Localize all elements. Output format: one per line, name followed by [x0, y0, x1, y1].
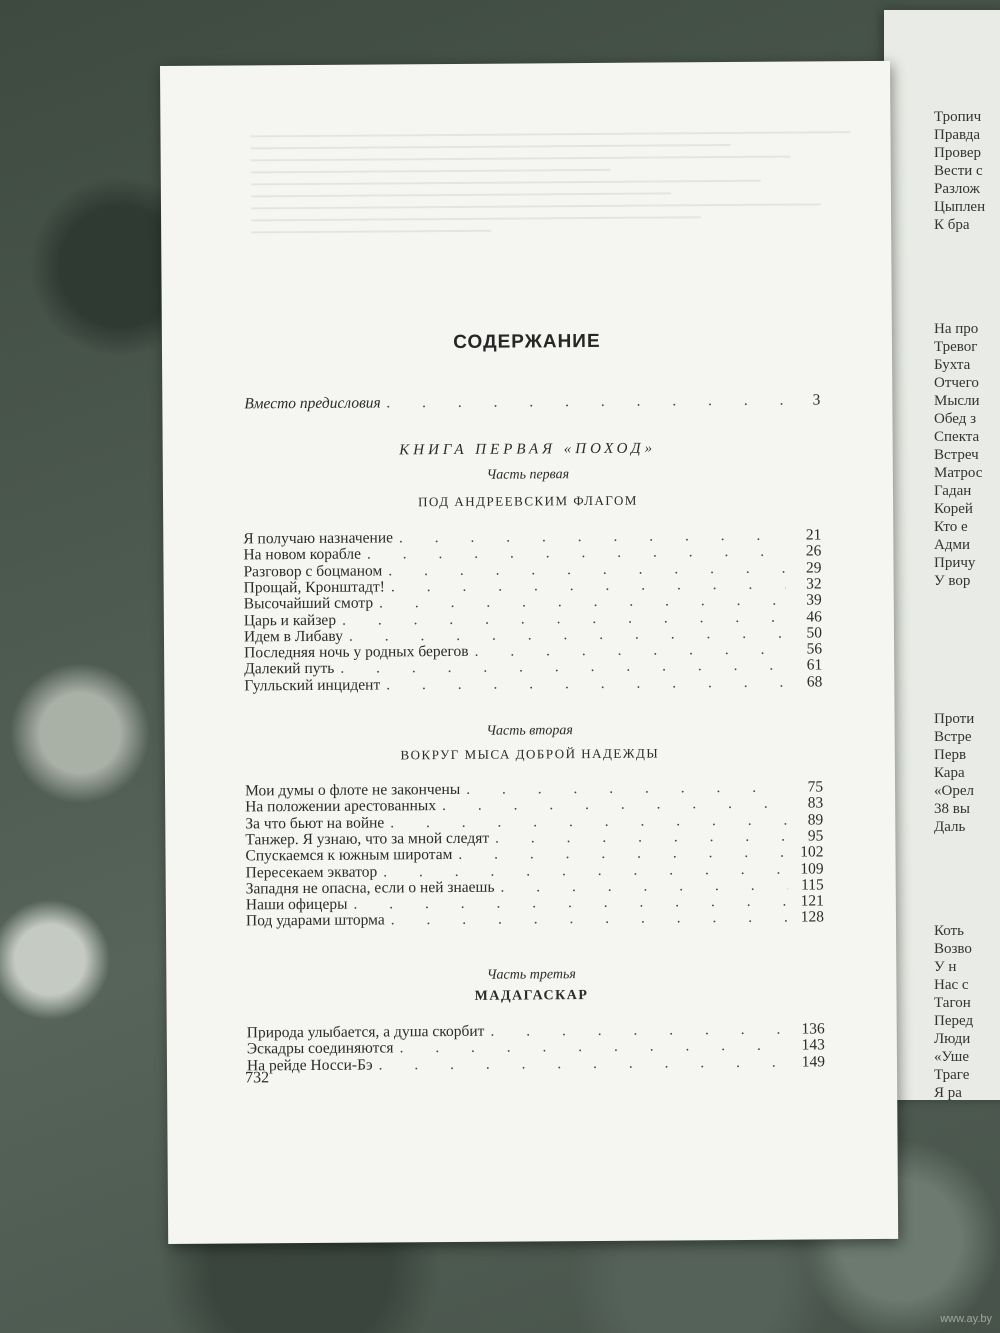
- right-page-line: Правда: [934, 127, 980, 143]
- leader-dots: [387, 392, 785, 413]
- right-page-line: На про: [934, 321, 979, 337]
- right-page-line: 38 вы: [934, 801, 970, 817]
- toc-entry-title: Эскадры соединяются: [246, 1039, 394, 1058]
- toc-entry-page: 39: [806, 591, 822, 609]
- toc-entry-title: Царь и кайзер: [243, 611, 337, 629]
- right-page-line: Перв: [934, 747, 967, 763]
- toc-entry-page: 68: [806, 673, 823, 691]
- toc-entry-page: 26: [805, 542, 822, 560]
- right-page-line: Люди: [934, 1031, 971, 1047]
- toc-entry-title: Мои думы о флоте не закончены: [245, 780, 461, 800]
- right-page-line: Кара: [934, 765, 965, 781]
- toc-entry-title: Гулльский инцидент: [244, 676, 381, 695]
- right-page-line: Отчего: [934, 375, 979, 391]
- right-page-line: Гадан: [934, 483, 972, 499]
- watermark: www.ay.by: [940, 1313, 992, 1325]
- toc-entry: [244, 673, 822, 695]
- right-page-line: Возво: [934, 941, 972, 957]
- toc-entry-title: Спускаемся к южным широтам: [245, 846, 453, 865]
- right-page-line: «Орел: [934, 783, 974, 799]
- toc-entry-title: Далекий путь: [244, 660, 335, 678]
- toc-entry-page: 136: [801, 1020, 825, 1038]
- toc-entry-page: 121: [800, 892, 824, 910]
- toc-entry-title: Разговор с боцманом: [243, 562, 383, 581]
- left-page: [160, 61, 898, 1244]
- toc-entry-title: Пересекаем экватор: [245, 863, 378, 881]
- right-page-line: Бухта: [934, 357, 971, 373]
- toc-entry-title: Природа улыбается, а душа скорбит: [246, 1022, 485, 1042]
- toc-entry-page: 21: [805, 526, 822, 544]
- toc-entry-title: Высочайший смотр: [243, 594, 374, 613]
- toc-entry-page: 56: [806, 640, 823, 658]
- right-page: [884, 10, 1000, 1100]
- toc-entry-title: На новом корабле: [243, 545, 362, 564]
- page-number: 732: [245, 1069, 270, 1087]
- toc-entry-title: На рейде Носси-Бэ: [246, 1056, 373, 1075]
- toc-entry-page: 102: [800, 843, 824, 861]
- section-title: ПОД АНДРЕЕВСКИМ ФЛАГОМ: [418, 492, 639, 510]
- toc-entry-page: 50: [806, 624, 823, 642]
- right-page-line: Разлож: [934, 181, 980, 197]
- right-page-line: Спекта: [934, 429, 980, 445]
- right-page-line: Кто е: [934, 519, 968, 535]
- part-label: Часть третья: [486, 967, 576, 983]
- right-page-line: Вести с: [934, 163, 983, 179]
- right-page-line: Адми: [934, 537, 970, 553]
- show-through-text: [250, 121, 852, 425]
- toc-preface-title: Вместо предисловия: [244, 394, 381, 413]
- right-page-line: Тропич: [934, 109, 982, 125]
- right-page-line: Провер: [934, 145, 981, 161]
- toc-preface-page: 3: [812, 391, 821, 409]
- part-label: Часть первая: [486, 467, 570, 483]
- right-page-line: Даль: [934, 819, 966, 835]
- toc-entry-title: Танжер. Я узнаю, что за мной следят: [245, 829, 490, 849]
- right-page-line: Мысли: [934, 393, 980, 409]
- toc-entry-title: Последняя ночь у родных берегов: [244, 642, 469, 662]
- toc-entry: [246, 909, 824, 931]
- right-page-line: Тревог: [934, 339, 978, 355]
- toc-entry-page: 149: [801, 1052, 826, 1071]
- toc-entry-title: За что бьют на войне: [245, 814, 385, 833]
- right-page-line: У н: [934, 959, 957, 975]
- toc-entry-title: На положении арестованных: [245, 797, 437, 816]
- right-page-line: У вор: [934, 573, 971, 589]
- leader-dots: [386, 673, 786, 694]
- toc-entry-page: 29: [805, 558, 822, 577]
- book-title: КНИГА ПЕРВАЯ «ПОХОД»: [399, 440, 657, 459]
- right-page-line: Встре: [934, 729, 972, 745]
- toc-entry-page: 46: [806, 607, 822, 626]
- section-title: МАДАГАСКАР: [474, 988, 589, 1004]
- toc-entry-title: Идем в Либаву: [243, 627, 343, 646]
- toc-entry-title: Я получаю назначение: [243, 529, 394, 548]
- toc-entry-page: 143: [801, 1036, 825, 1054]
- toc-entry-page: 89: [807, 810, 824, 829]
- right-page-line: Траге: [934, 1067, 970, 1083]
- right-page-line: Обед з: [934, 411, 977, 427]
- right-page-line: Цыплен: [934, 199, 986, 215]
- toc-entry-title: Наши офицеры: [245, 895, 348, 914]
- section-title: ВОКРУГ МЫСА ДОБРОЙ НАДЕЖДЫ: [400, 745, 660, 763]
- part-label: Часть вторая: [486, 723, 573, 739]
- toc-entry-page: 32: [806, 575, 822, 593]
- toc-entry-title: Прощай, Кронштадт!: [243, 578, 385, 597]
- toc-entry-page: 95: [807, 827, 824, 845]
- right-page-line: «Уше: [934, 1049, 970, 1065]
- toc-entry-page: 83: [807, 794, 824, 812]
- toc-entry-page: 109: [800, 859, 824, 878]
- contents-heading: СОДЕРЖАНИЕ: [453, 330, 601, 353]
- right-page-line: Корей: [934, 501, 973, 517]
- right-page-line: Коть: [934, 923, 964, 939]
- right-page-line: Я ра: [934, 1085, 962, 1101]
- right-page-line: Причу: [934, 555, 976, 571]
- toc-entry-page: 115: [800, 876, 824, 894]
- toc-entry-page: 128: [800, 908, 825, 926]
- right-page-line: Матрос: [934, 465, 983, 481]
- right-page-line: Перед: [934, 1013, 974, 1029]
- toc-entry: [247, 1053, 825, 1075]
- right-page-line: Проти: [934, 711, 975, 727]
- leader-dots: [391, 909, 788, 930]
- toc-entry-page: 75: [807, 778, 824, 796]
- toc-entry-title: Западня не опасна, если о ней знаешь: [245, 878, 495, 898]
- leader-dots: [379, 1053, 789, 1074]
- right-page-line: Встреч: [934, 447, 979, 463]
- right-page-line: К бра: [934, 217, 970, 233]
- right-page-line: Нас с: [934, 977, 969, 993]
- right-page-line: Тагон: [934, 995, 971, 1011]
- toc-entry-title: Под ударами шторма: [245, 911, 385, 930]
- toc-entry-page: 61: [806, 656, 823, 674]
